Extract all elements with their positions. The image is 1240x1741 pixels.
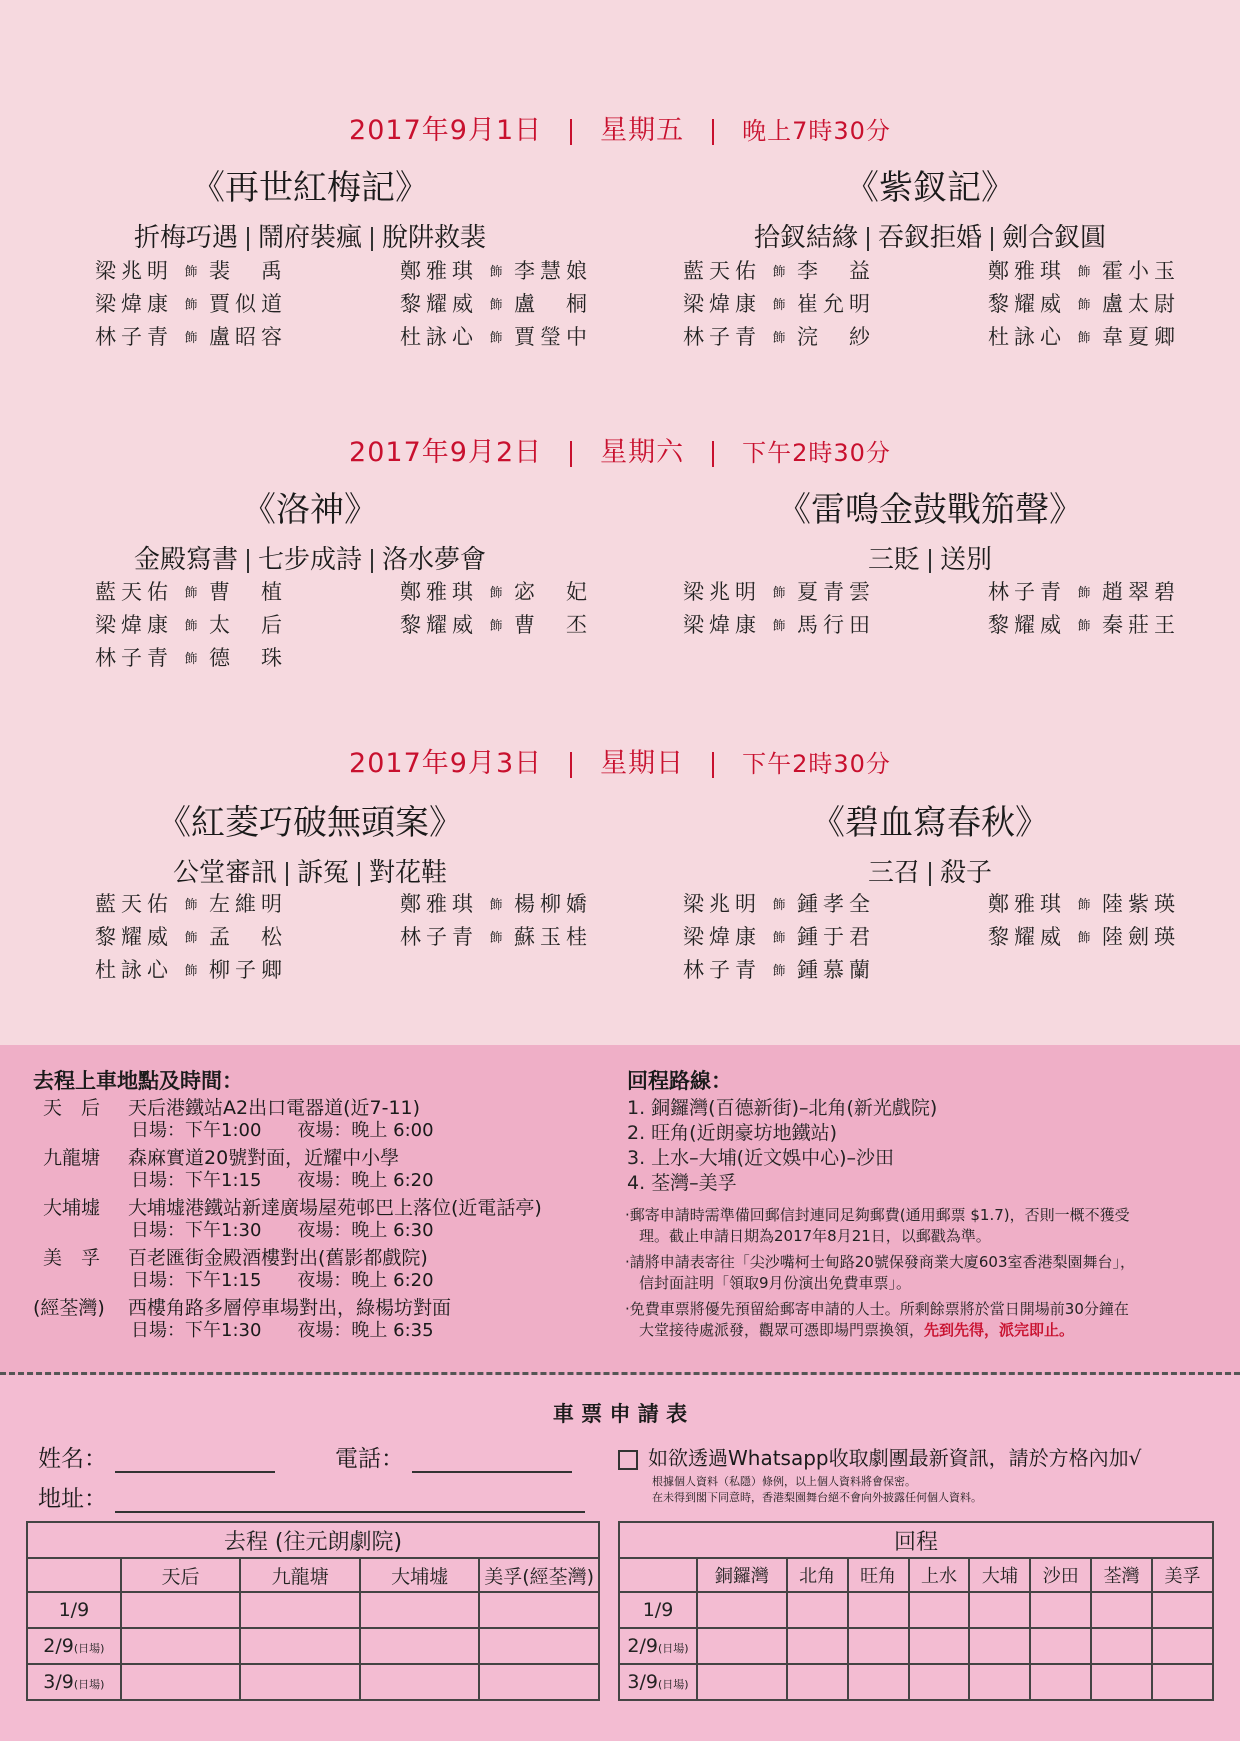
return-route: 4. 荃灣–美孚 <box>627 1172 737 1194</box>
return-title: 回程 <box>619 1522 1213 1558</box>
session-weekday: 星期五 <box>600 115 685 146</box>
show-2-1 <box>0 482 620 576</box>
phone-field[interactable]: 電話： <box>335 1440 572 1473</box>
session-date: 2017年9月2日 <box>349 437 543 468</box>
cast-row: 黎耀威 飾 盧 桐 <box>400 292 592 316</box>
cast-row: 梁煒康 飾 鍾于君 <box>683 925 875 949</box>
cast-row: 黎耀威 飾 孟 松 <box>95 925 287 949</box>
outbound-table <box>26 1521 600 1701</box>
cast-row: 梁煒康 飾 崔允明 <box>683 292 875 316</box>
notes: ·郵寄申請時需準備回郵信封連同足夠郵費(通用郵票 $1.7)，否則一概不獲受 理。截止申請日期為2017年8月21日，以郵戳為準。 ·請將申請表寄往「尖沙嘴柯士甸路20號保發商業大廈603室香港梨園舞台」， 信封面註明「領取9月份演出免費車票」。 ·免費車票將優先預留給郵寄申請的人士。所剩餘票將於當日開場前30分鐘在 大堂接待處派發，觀眾可憑即場門票換領，先到先得，派完即止。 <box>625 1206 1135 1339</box>
cast-row: 杜詠心 飾 賈瑩中 <box>400 325 592 349</box>
cast-row: 林子青 飾 浣 紗 <box>683 325 875 349</box>
col-header: 大埔 <box>969 1558 1030 1592</box>
col-header: 九龍塘 <box>240 1558 360 1592</box>
show-scenes: 拾釵結緣 吞釵拒婚 劍合釵圓 <box>753 223 1107 253</box>
return-route: 3. 上水–大埔(近文娛中心)–沙田 <box>627 1147 894 1169</box>
col-header: 旺角 <box>848 1558 909 1592</box>
cast-row: 黎耀威 飾 曹 丕 <box>400 613 592 637</box>
session-time: 下午2時30分 <box>742 439 891 467</box>
cast-row: 梁兆明 飾 裴 禹 <box>95 259 287 283</box>
cast-row: 林子青 飾 趙翠碧 <box>988 580 1180 604</box>
cast-row: 梁兆明 飾 夏青雲 <box>683 580 875 604</box>
row-date: 1/9 <box>619 1592 697 1628</box>
return-routes <box>627 1093 937 1193</box>
row-date: 1/9 <box>27 1592 121 1628</box>
cast-list <box>95 576 287 675</box>
show-scenes: 金殿寫書 七步成詩 洛水夢會 <box>133 545 487 575</box>
cast-list <box>988 255 1180 354</box>
privacy-note-2: 在未得到閣下同意時，香港梨園舞台絕不會向外披露任何個人資料。 <box>652 1491 982 1504</box>
show-3-1 <box>0 795 620 889</box>
show-scenes: 折梅巧遇 鬧府裝瘋 脫阱救裴 <box>133 223 487 253</box>
outbound-title: 去程 (往元朗劇院) <box>27 1522 599 1558</box>
session-time: 下午2時30分 <box>742 750 891 778</box>
return-route: 2. 旺角(近朗豪坊地鐵站) <box>627 1122 837 1144</box>
cast-list <box>988 888 1180 954</box>
cast-row: 鄭雅琪 飾 李慧娘 <box>400 259 592 283</box>
show-title: 《雷鳴金鼓戰笳聲》 <box>777 490 1083 530</box>
cast-list <box>95 255 287 354</box>
cast-list <box>400 888 592 954</box>
cast-list <box>95 888 287 987</box>
show-title: 《紅菱巧破無頭案》 <box>157 803 463 843</box>
cast-row: 鄭雅琪 飾 陸紫瑛 <box>988 892 1180 916</box>
cast-row: 林子青 飾 鍾慕蘭 <box>683 958 875 982</box>
row-date: 3/9(日場) <box>27 1664 121 1700</box>
row-date: 2/9(日場) <box>27 1628 121 1664</box>
cast-row: 鄭雅琪 飾 宓 妃 <box>400 580 592 604</box>
name-field[interactable]: 姓名： <box>38 1440 275 1473</box>
cast-list <box>988 576 1180 642</box>
show-title: 《碧血寫春秋》 <box>811 803 1049 843</box>
cast-row: 梁煒康 飾 太 后 <box>95 613 287 637</box>
cast-row: 藍天佑 飾 李 益 <box>683 259 875 283</box>
cast-row: 杜詠心 飾 柳子卿 <box>95 958 287 982</box>
cast-row: 林子青 飾 盧昭容 <box>95 325 287 349</box>
session-3-header <box>0 741 1240 780</box>
row-date: 3/9(日場) <box>619 1664 697 1700</box>
show-2-2 <box>620 482 1240 576</box>
show-title: 《紫釵記》 <box>845 168 1015 208</box>
col-header: 上水 <box>909 1558 970 1592</box>
cast-row: 藍天佑 飾 左維明 <box>95 892 287 916</box>
cast-row: 藍天佑 飾 曹 植 <box>95 580 287 604</box>
return-table <box>618 1521 1214 1701</box>
cast-list <box>683 888 875 987</box>
col-header: 北角 <box>787 1558 848 1592</box>
pickup-heading: 去程上車地點及時間： <box>33 1069 243 1093</box>
show-scenes: 三召 殺子 <box>867 858 993 888</box>
show-3-2 <box>620 795 1240 889</box>
session-time: 晚上7時30分 <box>742 117 891 145</box>
col-header: 沙田 <box>1030 1558 1091 1592</box>
whatsapp-checkbox[interactable] <box>618 1450 638 1470</box>
form-title: 車 票 申 請 表 <box>552 1402 688 1426</box>
col-header: 大埔墟 <box>360 1558 480 1592</box>
address-field[interactable]: 地址： <box>38 1480 585 1513</box>
session-1-header <box>0 108 1240 147</box>
show-1-1 <box>0 160 620 254</box>
whatsapp-optin[interactable]: 如欲透過Whatsapp收取劇團最新資訊，請於方格內加√ <box>618 1442 1141 1471</box>
col-header: 天后 <box>121 1558 241 1592</box>
cast-row: 梁兆明 飾 鍾孝全 <box>683 892 875 916</box>
show-1-2 <box>620 160 1240 254</box>
session-date: 2017年9月1日 <box>349 115 543 146</box>
session-2-header <box>0 430 1240 469</box>
show-title: 《洛神》 <box>242 490 378 530</box>
cast-row: 黎耀威 飾 盧太尉 <box>988 292 1180 316</box>
cast-list <box>400 255 592 354</box>
cast-row: 黎耀威 飾 秦莊王 <box>988 613 1180 637</box>
show-scenes: 三貶 送別 <box>867 545 993 575</box>
cast-row: 梁煒康 飾 賈似道 <box>95 292 287 316</box>
row-date: 2/9(日場) <box>619 1628 697 1664</box>
show-scenes: 公堂審訊 訴冤 對花鞋 <box>172 858 448 888</box>
session-date: 2017年9月3日 <box>349 748 543 779</box>
cast-row: 梁煒康 飾 馬行田 <box>683 613 875 637</box>
privacy-note-1: 根據個人資料（私隱）條例，以上個人資料將會保密。 <box>652 1475 916 1488</box>
cast-list <box>683 576 875 642</box>
cast-row: 林子青 飾 蘇玉桂 <box>400 925 592 949</box>
return-heading: 回程路線： <box>627 1069 732 1093</box>
col-header: 荃灣 <box>1091 1558 1152 1592</box>
cast-row: 杜詠心 飾 韋夏卿 <box>988 325 1180 349</box>
cast-row: 鄭雅琪 飾 霍小玉 <box>988 259 1180 283</box>
cast-row: 林子青 飾 德 珠 <box>95 646 287 670</box>
cast-row: 鄭雅琪 飾 楊柳嬌 <box>400 892 592 916</box>
show-title: 《再世紅梅記》 <box>191 168 429 208</box>
cast-row: 黎耀威 飾 陸劍瑛 <box>988 925 1180 949</box>
cast-list <box>400 576 592 642</box>
session-weekday: 星期六 <box>600 437 685 468</box>
session-weekday: 星期日 <box>600 748 685 779</box>
return-route: 1. 銅鑼灣(百德新街)–北角(新光戲院) <box>627 1097 938 1119</box>
cast-list <box>683 255 875 354</box>
col-header: 銅鑼灣 <box>697 1558 787 1592</box>
col-header: 美孚 <box>1152 1558 1213 1592</box>
col-header: 美孚(經荃灣) <box>479 1558 599 1592</box>
